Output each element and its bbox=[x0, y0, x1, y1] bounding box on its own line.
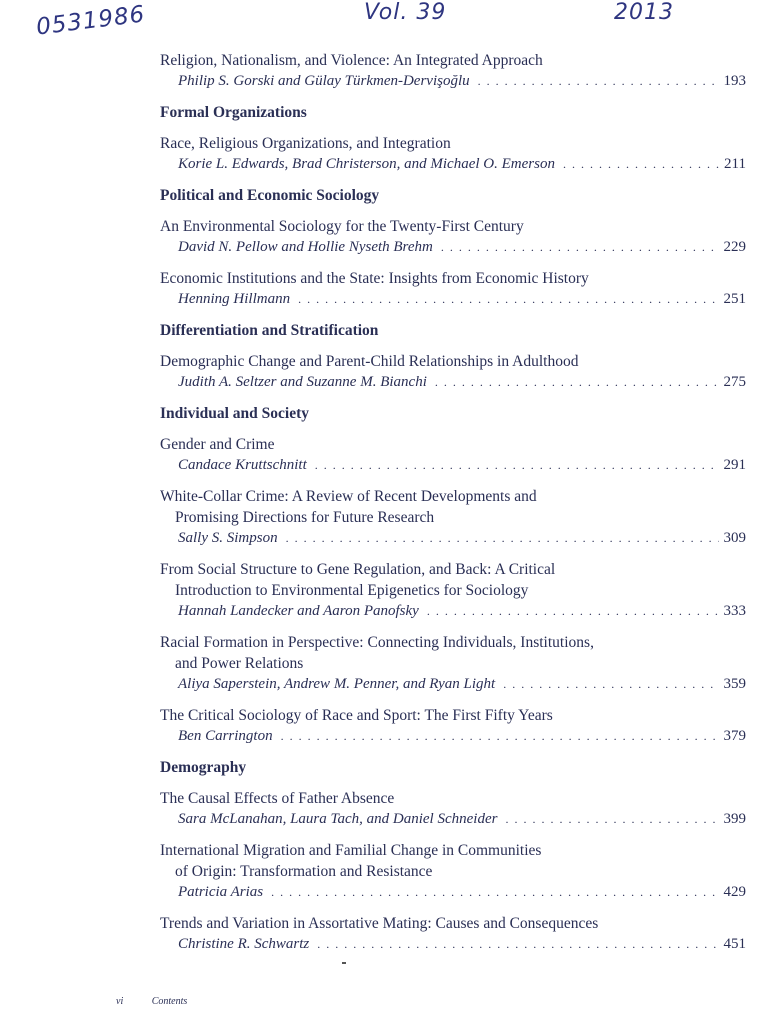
dot-leader bbox=[563, 154, 719, 175]
toc-entry bbox=[160, 216, 746, 258]
entry-page-number: 333 bbox=[723, 603, 746, 619]
entry-page-number: 211 bbox=[724, 156, 746, 172]
section-heading: Differentiation and Stratification bbox=[160, 322, 379, 339]
toc-entry bbox=[160, 50, 746, 92]
entry-page-number: 429 bbox=[723, 884, 746, 900]
table-of-contents bbox=[160, 50, 746, 965]
entry-authors: Ben Carrington bbox=[178, 728, 273, 744]
entry-authors: Aliya Saperstein, Andrew M. Penner, and Ryan Light bbox=[178, 676, 496, 692]
toc-entry bbox=[160, 268, 746, 310]
dot-leader bbox=[441, 237, 719, 258]
entry-authors: Judith A. Seltzer and Suzanne M. Bianchi bbox=[178, 374, 427, 390]
dot-leader bbox=[317, 934, 718, 955]
section-heading: Individual and Society bbox=[160, 405, 310, 422]
dot-leader bbox=[427, 601, 719, 622]
entry-authors-line bbox=[160, 455, 746, 476]
toc-entry bbox=[160, 133, 746, 175]
section-heading: Demography bbox=[160, 759, 247, 776]
page-footer bbox=[116, 996, 187, 1007]
dot-leader bbox=[281, 726, 719, 747]
entry-authors: Hannah Landecker and Aaron Panofsky bbox=[178, 603, 419, 619]
entry-authors: Sally S. Simpson bbox=[178, 530, 278, 546]
entry-authors: Korie L. Edwards, Brad Christerson, and Michael O. Emerson bbox=[178, 156, 555, 172]
dot-leader bbox=[503, 674, 718, 695]
handwritten-call-number: 0531986 bbox=[34, 1, 147, 41]
entry-page-number: 451 bbox=[723, 936, 746, 952]
entry-authors-line bbox=[160, 237, 746, 258]
entry-authors-line bbox=[160, 154, 746, 175]
entry-authors: Henning Hillmann bbox=[178, 291, 291, 307]
entry-authors-line bbox=[160, 934, 746, 955]
entry-authors-line bbox=[160, 601, 746, 622]
entry-authors: Christine R. Schwartz bbox=[178, 936, 310, 952]
entry-title: Religion, Nationalism, and Violence: An Integrated Approach bbox=[160, 52, 543, 69]
entry-page-number: 229 bbox=[723, 239, 746, 255]
entry-page-number: 399 bbox=[723, 811, 746, 827]
section-heading: Political and Economic Sociology bbox=[160, 187, 380, 204]
toc-entry bbox=[160, 351, 746, 393]
entry-page-number: 193 bbox=[723, 73, 746, 89]
entry-page-number: 251 bbox=[723, 291, 746, 307]
entry-authors: Candace Kruttschnitt bbox=[178, 457, 307, 473]
entry-title: Demographic Change and Parent-Child Relationships in Adulthood bbox=[160, 353, 579, 370]
entry-title: An Environmental Sociology for the Twenty-First Century bbox=[160, 218, 524, 235]
entry-authors-line bbox=[160, 674, 746, 695]
entry-page-number: 275 bbox=[723, 374, 746, 390]
entry-title: Promising Directions for Future Research bbox=[175, 509, 435, 526]
entry-authors: David N. Pellow and Hollie Nyseth Brehm bbox=[178, 239, 433, 255]
toc-entry bbox=[160, 788, 746, 830]
toc-entry bbox=[160, 632, 746, 695]
dot-leader bbox=[315, 455, 719, 476]
toc-entry bbox=[160, 913, 746, 955]
entry-authors-line bbox=[160, 528, 746, 549]
entry-title: Racial Formation in Perspective: Connecting Individuals, Institutions, bbox=[160, 634, 594, 651]
entry-authors-line bbox=[160, 372, 746, 393]
entry-title: From Social Structure to Gene Regulation, and Back: A Critical bbox=[160, 561, 556, 578]
entry-page-number: 379 bbox=[723, 728, 746, 744]
entry-authors-line bbox=[160, 71, 746, 92]
entry-title: of Origin: Transformation and Resistance bbox=[175, 863, 433, 880]
entry-title: and Power Relations bbox=[175, 655, 304, 672]
handwritten-year: 2013 bbox=[614, 0, 674, 25]
entry-title: Trends and Variation in Assortative Mating: Causes and Consequences bbox=[160, 915, 599, 932]
toc-entry bbox=[160, 840, 746, 903]
handwritten-volume: Vol. 39 bbox=[364, 0, 447, 25]
entry-page-number: 291 bbox=[723, 457, 746, 473]
entry-authors: Patricia Arias bbox=[178, 884, 264, 900]
dot-leader bbox=[505, 809, 718, 830]
entry-title: Economic Institutions and the State: Insights from Economic History bbox=[160, 270, 589, 287]
dot-leader bbox=[298, 289, 718, 310]
entry-title: White-Collar Crime: A Review of Recent Developments and bbox=[160, 488, 537, 505]
entry-title: The Causal Effects of Father Absence bbox=[160, 790, 395, 807]
entry-title: Race, Religious Organizations, and Integration bbox=[160, 135, 451, 152]
footer-page-number: vi bbox=[116, 996, 124, 1007]
entry-page-number: 359 bbox=[723, 676, 746, 692]
entry-page-number: 309 bbox=[723, 530, 746, 546]
toc-entry bbox=[160, 559, 746, 622]
stray-mark bbox=[342, 962, 346, 964]
entry-title: Gender and Crime bbox=[160, 436, 275, 453]
dot-leader bbox=[435, 372, 719, 393]
entry-title: The Critical Sociology of Race and Sport: The First Fifty Years bbox=[160, 707, 553, 724]
footer-label: Contents bbox=[151, 996, 188, 1007]
dot-leader bbox=[286, 528, 719, 549]
entry-title: International Migration and Familial Change in Communities bbox=[160, 842, 542, 859]
entry-authors: Philip S. Gorski and Gülay Türkmen-Dervişoğlu bbox=[178, 73, 470, 89]
entry-authors-line bbox=[160, 882, 746, 903]
entry-authors: Sara McLanahan, Laura Tach, and Daniel Schneider bbox=[178, 811, 498, 827]
section-heading: Formal Organizations bbox=[160, 104, 307, 121]
dot-leader bbox=[478, 71, 719, 92]
toc-entry bbox=[160, 434, 746, 476]
entry-title: Introduction to Environmental Epigenetics for Sociology bbox=[175, 582, 529, 599]
entry-authors-line bbox=[160, 809, 746, 830]
dot-leader bbox=[271, 882, 718, 903]
entry-authors-line bbox=[160, 289, 746, 310]
toc-entry bbox=[160, 486, 746, 549]
entry-authors-line bbox=[160, 726, 746, 747]
toc-entry bbox=[160, 705, 746, 747]
